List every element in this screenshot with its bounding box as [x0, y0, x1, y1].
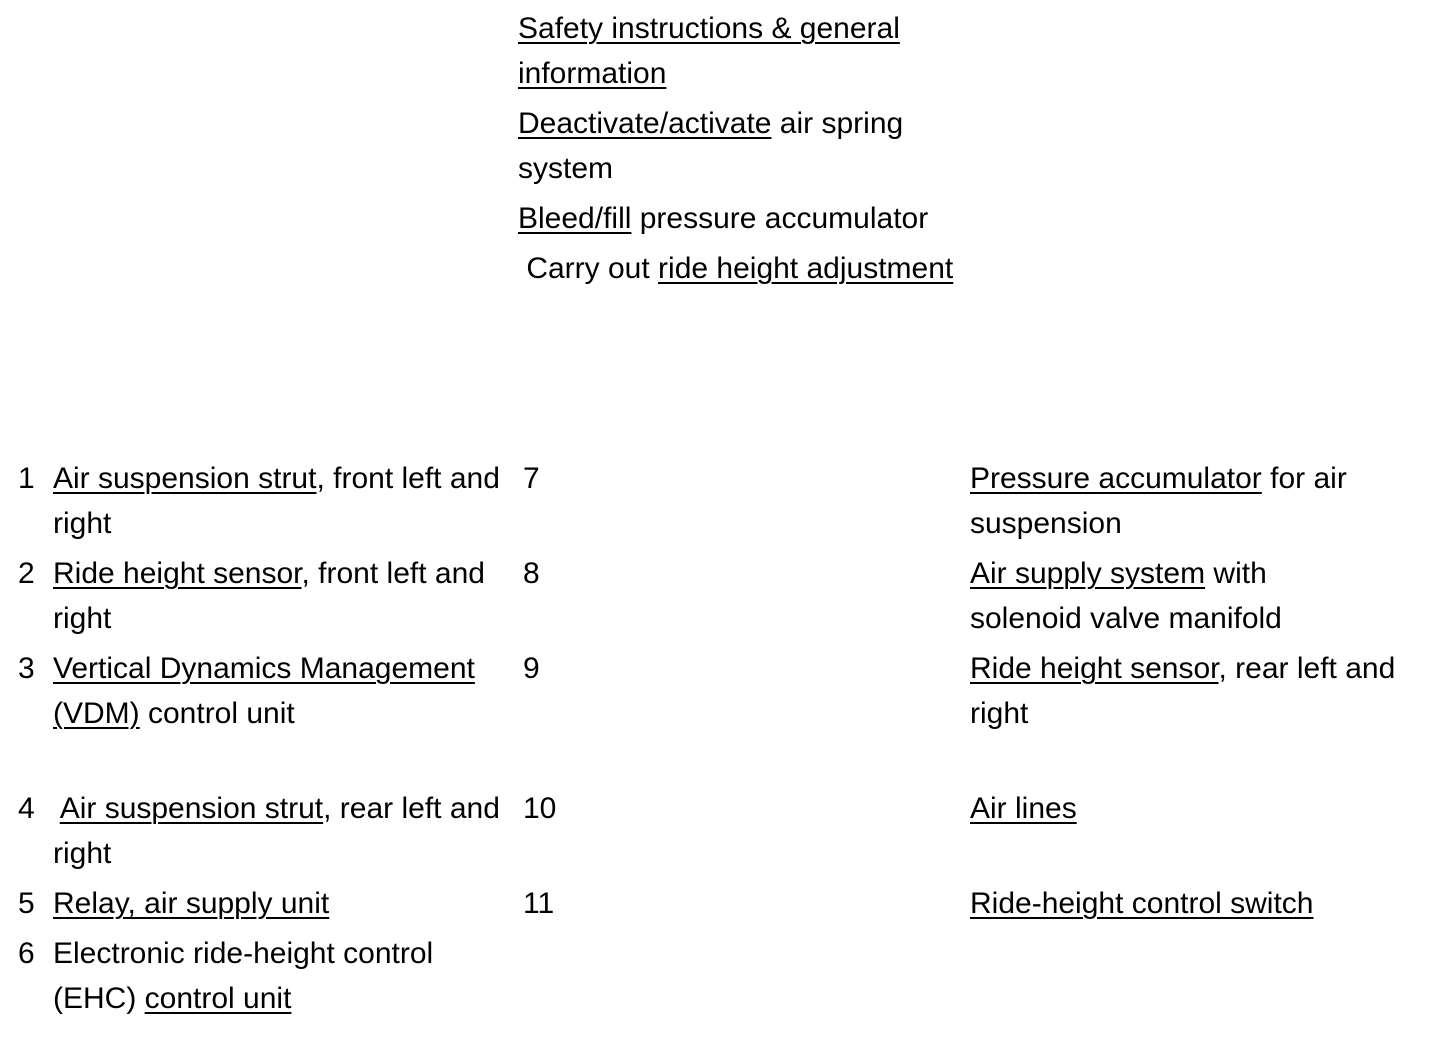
- air-lines-link[interactable]: Air lines: [970, 792, 1077, 825]
- bleed-fill-link[interactable]: Bleed/fill: [518, 202, 632, 235]
- safety-instructions-link[interactable]: Safety instructions & general information: [518, 12, 900, 90]
- ride-height-sensor-front-link[interactable]: Ride height sensor: [53, 557, 302, 590]
- legend-item-text: Electronic ride-height control (EHC): [53, 937, 434, 1015]
- legend-item: [970, 456, 1410, 546]
- related-item: [518, 196, 958, 241]
- legend-number: 11: [523, 887, 555, 920]
- legend-item: [53, 881, 503, 926]
- legend-item-text: with solenoid valve manifold: [970, 557, 1282, 635]
- related-item-text: pressure accumulator: [631, 202, 929, 235]
- legend-number: 8: [523, 557, 540, 590]
- ride-height-sensor-rear-link[interactable]: Ride height sensor: [970, 652, 1219, 685]
- related-procedures: [518, 6, 958, 296]
- related-item-text: air spring system: [518, 107, 904, 185]
- relay-air-supply-link[interactable]: Relay, air supply unit: [53, 887, 330, 920]
- air-supply-system-link[interactable]: Air supply system: [970, 557, 1206, 590]
- legend-number: 6: [18, 937, 35, 970]
- legend-item: [53, 646, 493, 736]
- air-suspension-strut-front-link[interactable]: Air suspension strut: [53, 462, 317, 495]
- ride-height-adjustment-link[interactable]: ride height adjustment: [658, 252, 954, 285]
- legend-item: [970, 881, 1410, 926]
- ehc-control-unit-link[interactable]: control unit: [144, 982, 292, 1015]
- legend-item-text: for air suspension: [970, 462, 1347, 540]
- legend-number: 2: [18, 557, 35, 590]
- related-item: [518, 6, 958, 96]
- vdm-link[interactable]: Vertical Dynamics Management (VDM): [53, 652, 475, 730]
- legend-number: 3: [18, 652, 35, 685]
- legend-item: [53, 456, 503, 546]
- legend-item: [53, 786, 503, 876]
- related-item-text: Carry out: [518, 252, 659, 285]
- legend-item-text: control unit: [139, 697, 295, 730]
- legend-item: [970, 646, 1410, 736]
- legend-item: [53, 931, 503, 1021]
- legend-number: 10: [523, 792, 557, 825]
- pressure-accumulator-link[interactable]: Pressure accumulator: [970, 462, 1262, 495]
- legend-number: 4: [18, 792, 35, 825]
- legend-item-text: , rear left and right: [53, 792, 500, 870]
- legend-item: [970, 786, 1410, 831]
- related-item: [518, 246, 958, 291]
- legend-item-text: , front left and right: [53, 462, 500, 540]
- ride-height-control-switch-link[interactable]: Ride-height control switch: [970, 887, 1314, 920]
- deactivate-activate-link[interactable]: Deactivate/activate: [518, 107, 772, 140]
- legend-number: 5: [18, 887, 35, 920]
- legend-item-text: , rear left and right: [970, 652, 1396, 730]
- legend-number: 1: [18, 462, 35, 495]
- legend-item: [970, 551, 1330, 641]
- legend-number: 9: [523, 652, 540, 685]
- legend-item: [53, 551, 503, 641]
- air-suspension-strut-rear-link[interactable]: Air suspension strut: [59, 792, 324, 825]
- legend-item-text: [53, 792, 60, 825]
- legend-item-text: , front left and right: [53, 557, 485, 635]
- related-item: [518, 101, 958, 191]
- legend-number: 7: [523, 462, 540, 495]
